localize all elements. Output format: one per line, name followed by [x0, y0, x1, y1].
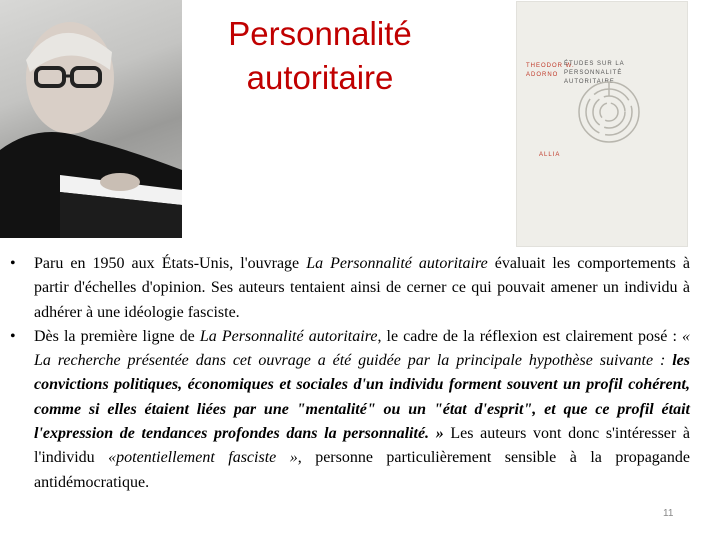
bullet-item [10, 325, 690, 495]
cover-subtitle: ÉTUDES SUR LA PERSONNALITÉ AUTORITAIRE [564, 61, 625, 85]
maze-icon [577, 80, 641, 144]
slide-title [190, 12, 450, 100]
bullet-text: Les auteurs vont donc s'intéresser à l'individu [34, 425, 690, 467]
portrait-photo [0, 0, 182, 238]
bullet-dot-icon: • [10, 255, 16, 272]
title-line-2: autoritaire [246, 59, 394, 96]
page-number: 11 [663, 508, 674, 519]
title-line-1: Personnalité [228, 15, 412, 52]
quote-italic: « La recherche présentée dans cet ouvrage a été guidée par la principale hypothèse suivante : [34, 327, 691, 370]
cover-publisher: ALLIA [539, 152, 561, 158]
book-title-italic: La Personnalité autoritaire [199, 327, 378, 345]
book-cover-image [517, 2, 687, 246]
bullet-text: , personne particulièrement sensible à la propagande antidémocratique. [34, 449, 690, 491]
bullet-text: évaluait les comportements à partir d'échelles d'opinion. Ses auteurs tentaient ainsi de cerner ce qui pouvait amener un individu à adhérer à une idéologie fasciste. [34, 255, 691, 321]
book-title-italic: La Personnalité autoritaire [306, 255, 488, 272]
bullet-text: Paru en 1950 aux États-Unis, l'ouvrage [34, 255, 307, 272]
quote-bold-italic: les convictions politiques, économiques et sociales d'un individu forment souvent un profil cohérent, comme si elles étaient liées par une "mentalité" ou un "état d'esprit", et que ce profil était l'expression de tendances profondes dans la personnalité. » [34, 352, 690, 443]
cover-author: THEODOR W. ADORNO [526, 63, 575, 78]
bullet-text: Dès la première ligne de [34, 327, 200, 345]
quote-italic: «potentiellement fasciste » [108, 449, 298, 467]
bullet-item [10, 252, 690, 325]
bullet-text: , le cadre de la réflexion est clairement posé : [377, 327, 683, 345]
body-text [10, 252, 690, 495]
bullet-dot-icon: • [10, 327, 16, 345]
